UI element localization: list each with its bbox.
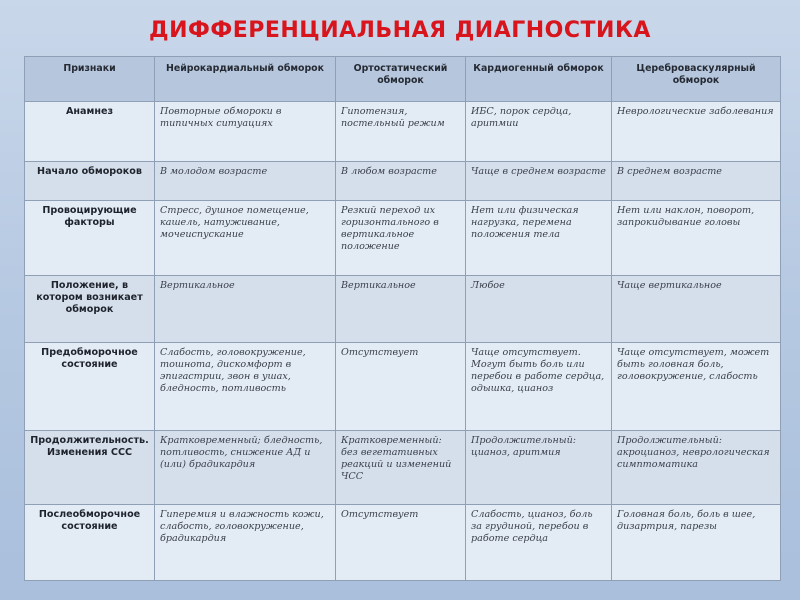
table-row	[25, 162, 781, 201]
row-sign-cell: Провоцирующие факторы	[25, 201, 155, 276]
table-cell: В любом возрасте	[336, 162, 466, 201]
row-sign-cell: Начало обмороков	[25, 162, 155, 201]
table-row	[25, 276, 781, 343]
table-cell: Чаще отсутствует, может быть головная боль, головокружение, слабость	[612, 343, 781, 431]
table-cell: Гиперемия и влажность кожи, слабость, головокружение, брадикардия	[155, 505, 336, 581]
row-sign-cell: Положение, в котором возникает обморок	[25, 276, 155, 343]
table-row	[25, 431, 781, 505]
table-cell: Кратковременный; бледность, потливость, снижение АД и (или) брадикардия	[155, 431, 336, 505]
table-cell: Любое	[466, 276, 612, 343]
table-row	[25, 201, 781, 276]
table-cell: Гипотензия, постельный режим	[336, 102, 466, 162]
column-header-cerebrovascular: Цереброваскулярный обморок	[612, 57, 781, 102]
row-sign-cell: Послеобморочное состояние	[25, 505, 155, 581]
table-header	[25, 57, 781, 102]
table-row	[25, 505, 781, 581]
table-cell: Повторные обмороки в типичных ситуациях	[155, 102, 336, 162]
column-header-orthostatic: Ортостатический обморок	[336, 57, 466, 102]
column-header-neurocardial: Нейрокардиальный обморок	[155, 57, 336, 102]
table-cell: Отсутствует	[336, 505, 466, 581]
table-cell: Отсутствует	[336, 343, 466, 431]
table-row	[25, 102, 781, 162]
table-cell: Неврологические заболевания	[612, 102, 781, 162]
row-sign-cell: Предобморочное состояние	[25, 343, 155, 431]
row-sign-cell: Продолжительность. Изменения ССС	[25, 431, 155, 505]
table-row	[25, 343, 781, 431]
table-cell: ИБС, порок сердца, аритмии	[466, 102, 612, 162]
table-cell: Чаще отсутствует. Могут быть боль или перебои в работе сердца, одышка, цианоз	[466, 343, 612, 431]
table-cell: Резкий переход их горизонтального в вертикальное положение	[336, 201, 466, 276]
table-cell: Головная боль, боль в шее, дизартрия, парезы	[612, 505, 781, 581]
table-body	[25, 102, 781, 581]
table-cell: Стресс, душное помещение, кашель, натуживание, мочеиспускание	[155, 201, 336, 276]
table-cell: Продолжительный: акроцианоз, неврологическая симптоматика	[612, 431, 781, 505]
table-cell: Вертикальное	[336, 276, 466, 343]
column-header-cardiogenic: Кардиогенный обморок	[466, 57, 612, 102]
table-cell: Продолжительный: цианоз, аритмия	[466, 431, 612, 505]
table-cell: Чаще в среднем возрасте	[466, 162, 612, 201]
row-sign-cell: Анамнез	[25, 102, 155, 162]
table-cell: Вертикальное	[155, 276, 336, 343]
header-row	[25, 57, 781, 102]
table-cell: Кратковременный: без вегетативных реакций и изменений ЧСС	[336, 431, 466, 505]
table-cell: Слабость, цианоз, боль за грудиной, перебои в работе сердца	[466, 505, 612, 581]
table-cell: В среднем возрасте	[612, 162, 781, 201]
differential-diagnosis-table	[24, 56, 781, 581]
table-cell: В молодом возрасте	[155, 162, 336, 201]
table-cell: Нет или наклон, поворот, запрокидывание головы	[612, 201, 781, 276]
table-cell: Слабость, головокружение, тошнота, дискомфорт в эпигастрии, звон в ушах, бледность, потливость	[155, 343, 336, 431]
page-title: ДИФФЕРЕНЦИАЛЬНАЯ ДИАГНОСТИКА	[149, 18, 651, 43]
table-cell: Нет или физическая нагрузка, перемена положения тела	[466, 201, 612, 276]
table-cell: Чаще вертикальное	[612, 276, 781, 343]
column-header-signs: Признаки	[25, 57, 155, 102]
